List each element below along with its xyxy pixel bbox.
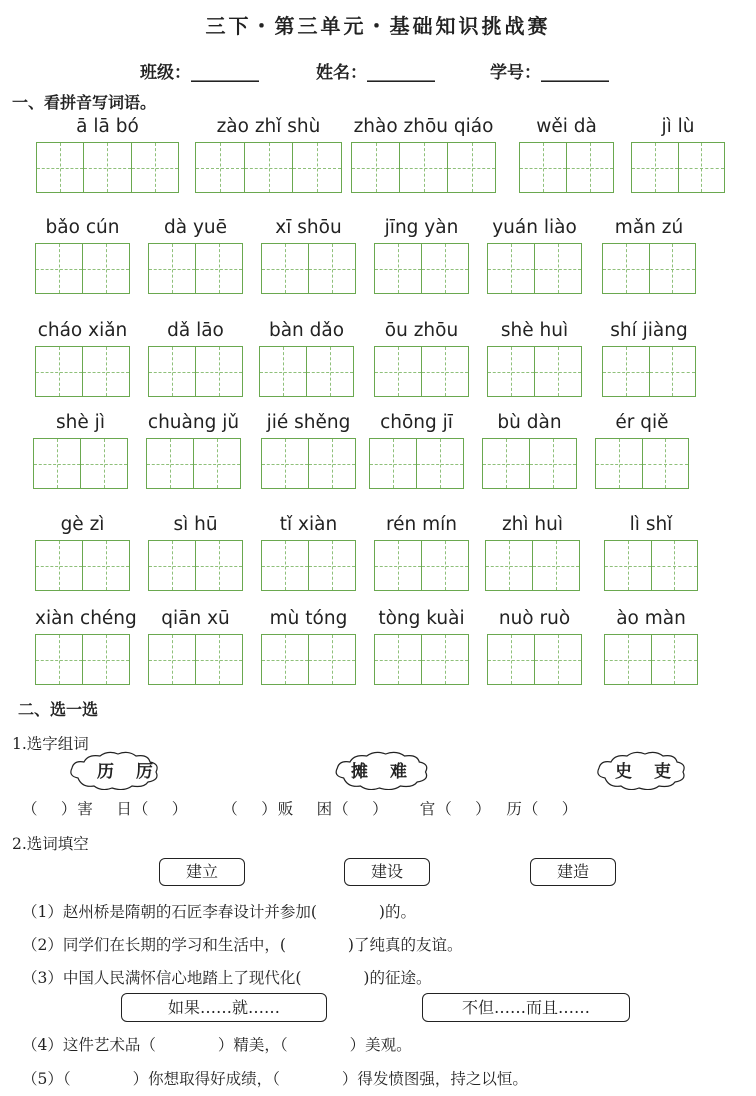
- grid-cell[interactable]: [488, 244, 535, 293]
- name-label: 姓名：: [316, 63, 367, 83]
- writing-grid[interactable]: [148, 634, 243, 685]
- writing-grid[interactable]: [351, 142, 496, 193]
- grid-cell[interactable]: [535, 635, 581, 684]
- grid-cell[interactable]: [196, 244, 242, 293]
- grid-cell[interactable]: [36, 347, 83, 396]
- grid-cell[interactable]: [83, 244, 129, 293]
- q1-title: 1.选字组词: [12, 735, 89, 753]
- pinyin-label: jì lù: [661, 116, 695, 137]
- grid-cell[interactable]: [196, 143, 245, 192]
- grid-cell[interactable]: [535, 347, 581, 396]
- sentence-5[interactable]: （5）（ ）你想取得好成绩，（ ）得发愤图强，持之以恒。: [22, 1070, 528, 1088]
- q2-title: 2.选词填空: [12, 835, 89, 853]
- pinyin-label: nuò ruò: [498, 608, 571, 629]
- grid-cell[interactable]: [632, 143, 679, 192]
- writing-grid[interactable]: [604, 540, 698, 591]
- grid-cell[interactable]: [650, 347, 696, 396]
- grid-cell[interactable]: [149, 347, 196, 396]
- grid-cell[interactable]: [83, 635, 129, 684]
- writing-grid[interactable]: [259, 346, 354, 397]
- pinyin-label: rén mín: [385, 514, 458, 535]
- conjunction-box-2: 不但……而且……: [422, 993, 630, 1022]
- writing-grid[interactable]: [146, 438, 241, 489]
- pinyin-label: mǎn zú: [614, 217, 684, 238]
- pinyin-label: lì shǐ: [629, 514, 673, 535]
- word-box-jianzao: 建造: [530, 858, 616, 886]
- writing-grid[interactable]: [35, 346, 130, 397]
- pinyin-label: mù tóng: [269, 608, 348, 629]
- pinyin-label: chuàng jǔ: [147, 412, 240, 433]
- grid-cell[interactable]: [533, 541, 579, 590]
- pinyin-label: shè jì: [56, 412, 105, 433]
- pinyin-label: xiàn chéng: [35, 608, 137, 629]
- word-box-jianli: 建立: [159, 858, 245, 886]
- grid-cell[interactable]: [650, 244, 696, 293]
- pinyin-label: yuán liào: [492, 217, 577, 238]
- pinyin-label: zào zhǐ shù: [216, 116, 321, 137]
- pinyin-label: xī shōu: [275, 217, 342, 238]
- grid-cell[interactable]: [309, 541, 355, 590]
- sentence-1[interactable]: （1）赵州桥是隋朝的石匠李春设计并参加( )的。: [22, 903, 416, 921]
- class-field: [140, 58, 259, 83]
- grid-cell[interactable]: [309, 244, 355, 293]
- sentence-3[interactable]: （3）中国人民满怀信心地踏上了现代化( )的征途。: [22, 969, 432, 987]
- grid-cell[interactable]: [375, 541, 422, 590]
- grid-cell[interactable]: [84, 143, 131, 192]
- writing-grid[interactable]: [369, 438, 464, 489]
- grid-cell[interactable]: [375, 244, 422, 293]
- name-field: [316, 58, 435, 83]
- grid-cell[interactable]: [245, 143, 294, 192]
- grid-cell[interactable]: [422, 541, 468, 590]
- grid-cell[interactable]: [309, 439, 355, 488]
- grid-cell[interactable]: [603, 347, 650, 396]
- grid-cell[interactable]: [36, 635, 83, 684]
- grid-cell[interactable]: [643, 439, 689, 488]
- grid-cell[interactable]: [196, 635, 242, 684]
- pinyin-label: chōng jī: [380, 412, 453, 433]
- grid-cell[interactable]: [603, 244, 650, 293]
- grid-cell[interactable]: [149, 541, 196, 590]
- writing-grid[interactable]: [374, 243, 469, 294]
- pinyin-label: qiān xū: [161, 608, 230, 629]
- grid-cell[interactable]: [132, 143, 178, 192]
- grid-cell[interactable]: [196, 347, 242, 396]
- number-field: [490, 58, 609, 83]
- pinyin-label: wěi dà: [536, 116, 597, 137]
- grid-cell[interactable]: [605, 635, 652, 684]
- class-blank[interactable]: ________: [191, 63, 259, 83]
- page-title: 三下・第三单元・基础知识挑战赛: [205, 14, 551, 38]
- grid-cell[interactable]: [262, 439, 309, 488]
- pinyin-label: zhì huì: [501, 514, 564, 535]
- grid-cell[interactable]: [262, 244, 309, 293]
- pinyin-label: jié shěng: [266, 412, 351, 433]
- pinyin-label: tòng kuài: [378, 608, 465, 629]
- grid-cell[interactable]: [400, 143, 448, 192]
- word-box-jianshe: 建设: [344, 858, 430, 886]
- grid-cell[interactable]: [422, 244, 468, 293]
- grid-cell[interactable]: [486, 541, 533, 590]
- pinyin-label: ér qiě: [615, 412, 669, 433]
- writing-grid[interactable]: [631, 142, 725, 193]
- grid-cell[interactable]: [417, 439, 463, 488]
- grid-cell[interactable]: [293, 143, 341, 192]
- writing-grid[interactable]: [374, 346, 469, 397]
- grid-cell[interactable]: [83, 347, 129, 396]
- grid-cell[interactable]: [605, 541, 652, 590]
- writing-grid[interactable]: [35, 634, 130, 685]
- grid-cell[interactable]: [370, 439, 417, 488]
- cloud-word-3: 史 吏: [615, 762, 679, 782]
- grid-cell[interactable]: [422, 347, 468, 396]
- writing-grid[interactable]: [602, 346, 696, 397]
- writing-grid[interactable]: [261, 540, 356, 591]
- writing-grid[interactable]: [485, 540, 580, 591]
- grid-cell[interactable]: [307, 347, 353, 396]
- pinyin-label: tǐ xiàn: [279, 514, 338, 535]
- section2-title: 二、选一选: [18, 700, 99, 719]
- grid-cell[interactable]: [34, 439, 81, 488]
- grid-cell[interactable]: [352, 143, 400, 192]
- grid-cell[interactable]: [596, 439, 643, 488]
- grid-cell[interactable]: [262, 635, 309, 684]
- grid-cell[interactable]: [149, 244, 196, 293]
- writing-grid[interactable]: [487, 243, 582, 294]
- writing-grid[interactable]: [261, 634, 356, 685]
- pinyin-label: ā lā bó: [76, 116, 139, 137]
- writing-grid[interactable]: [148, 243, 243, 294]
- cloud-word-1: 历 厉: [97, 762, 161, 782]
- pinyin-label: zhào zhōu qiáo: [353, 116, 494, 137]
- grid-cell[interactable]: [488, 347, 535, 396]
- pinyin-label: dà yuē: [163, 217, 227, 238]
- writing-grid[interactable]: [33, 438, 128, 489]
- writing-grid[interactable]: [604, 634, 698, 685]
- number-label: 学号：: [490, 63, 541, 83]
- grid-cell[interactable]: [196, 541, 242, 590]
- pinyin-label: shè huì: [500, 320, 569, 341]
- grid-cell[interactable]: [422, 635, 468, 684]
- grid-cell[interactable]: [483, 439, 530, 488]
- writing-grid[interactable]: [35, 243, 130, 294]
- grid-cell[interactable]: [652, 635, 698, 684]
- conjunction-box-1: 如果……就……: [121, 993, 327, 1022]
- grid-cell[interactable]: [147, 439, 194, 488]
- writing-grid[interactable]: [148, 346, 243, 397]
- grid-cell[interactable]: [36, 244, 83, 293]
- grid-cell[interactable]: [567, 143, 613, 192]
- grid-cell[interactable]: [488, 635, 535, 684]
- grid-cell[interactable]: [149, 635, 196, 684]
- grid-cell[interactable]: [194, 439, 240, 488]
- pinyin-label: cháo xiǎn: [37, 320, 128, 341]
- grid-cell[interactable]: [520, 143, 567, 192]
- writing-grid[interactable]: [35, 540, 130, 591]
- pinyin-label: ào màn: [616, 608, 686, 629]
- number-blank[interactable]: ________: [541, 63, 609, 83]
- class-label: 班级：: [140, 63, 191, 83]
- writing-grid[interactable]: [148, 540, 243, 591]
- grid-cell[interactable]: [679, 143, 725, 192]
- grid-cell[interactable]: [36, 541, 83, 590]
- writing-grid[interactable]: [487, 346, 582, 397]
- writing-grid[interactable]: [195, 142, 342, 193]
- grid-cell[interactable]: [535, 244, 581, 293]
- grid-cell[interactable]: [652, 541, 698, 590]
- writing-grid[interactable]: [374, 634, 469, 685]
- pinyin-label: sì hū: [173, 514, 218, 535]
- q1-fill-line[interactable]: （ ）害 日（ ） （ ）贩 困（ ） 官（ ） 历（ ）: [22, 800, 579, 818]
- grid-cell[interactable]: [375, 635, 422, 684]
- pinyin-label: bàn dǎo: [268, 320, 345, 341]
- grid-cell[interactable]: [309, 635, 355, 684]
- pinyin-label: gè zì: [60, 514, 105, 535]
- pinyin-label: ōu zhōu: [384, 320, 459, 341]
- grid-cell[interactable]: [448, 143, 495, 192]
- writing-grid[interactable]: [519, 142, 614, 193]
- pinyin-label: dǎ lāo: [167, 320, 224, 341]
- writing-grid[interactable]: [36, 142, 179, 193]
- sentence-2[interactable]: （2）同学们在长期的学习和生活中，( )了纯真的友谊。: [22, 936, 463, 954]
- writing-grid[interactable]: [487, 634, 582, 685]
- grid-cell[interactable]: [37, 143, 84, 192]
- pinyin-label: bǎo cún: [45, 217, 120, 238]
- writing-grid[interactable]: [261, 438, 356, 489]
- section1-title: 一、看拼音写词语。: [12, 93, 157, 112]
- grid-cell[interactable]: [260, 347, 307, 396]
- writing-grid[interactable]: [595, 438, 689, 489]
- pinyin-label: shí jiàng: [610, 320, 688, 341]
- pinyin-label: bù dàn: [497, 412, 562, 433]
- grid-cell[interactable]: [81, 439, 127, 488]
- grid-cell[interactable]: [530, 439, 576, 488]
- name-blank[interactable]: ________: [367, 63, 435, 83]
- writing-grid[interactable]: [261, 243, 356, 294]
- grid-cell[interactable]: [262, 541, 309, 590]
- cloud-word-2: 摊 难: [351, 762, 415, 782]
- sentence-4[interactable]: （4）这件艺术品（ ）精美，（ ）美观。: [22, 1036, 412, 1054]
- pinyin-label: jīng yàn: [384, 217, 459, 238]
- writing-grid[interactable]: [602, 243, 696, 294]
- grid-cell[interactable]: [83, 541, 129, 590]
- writing-grid[interactable]: [482, 438, 577, 489]
- writing-grid[interactable]: [374, 540, 469, 591]
- grid-cell[interactable]: [375, 347, 422, 396]
